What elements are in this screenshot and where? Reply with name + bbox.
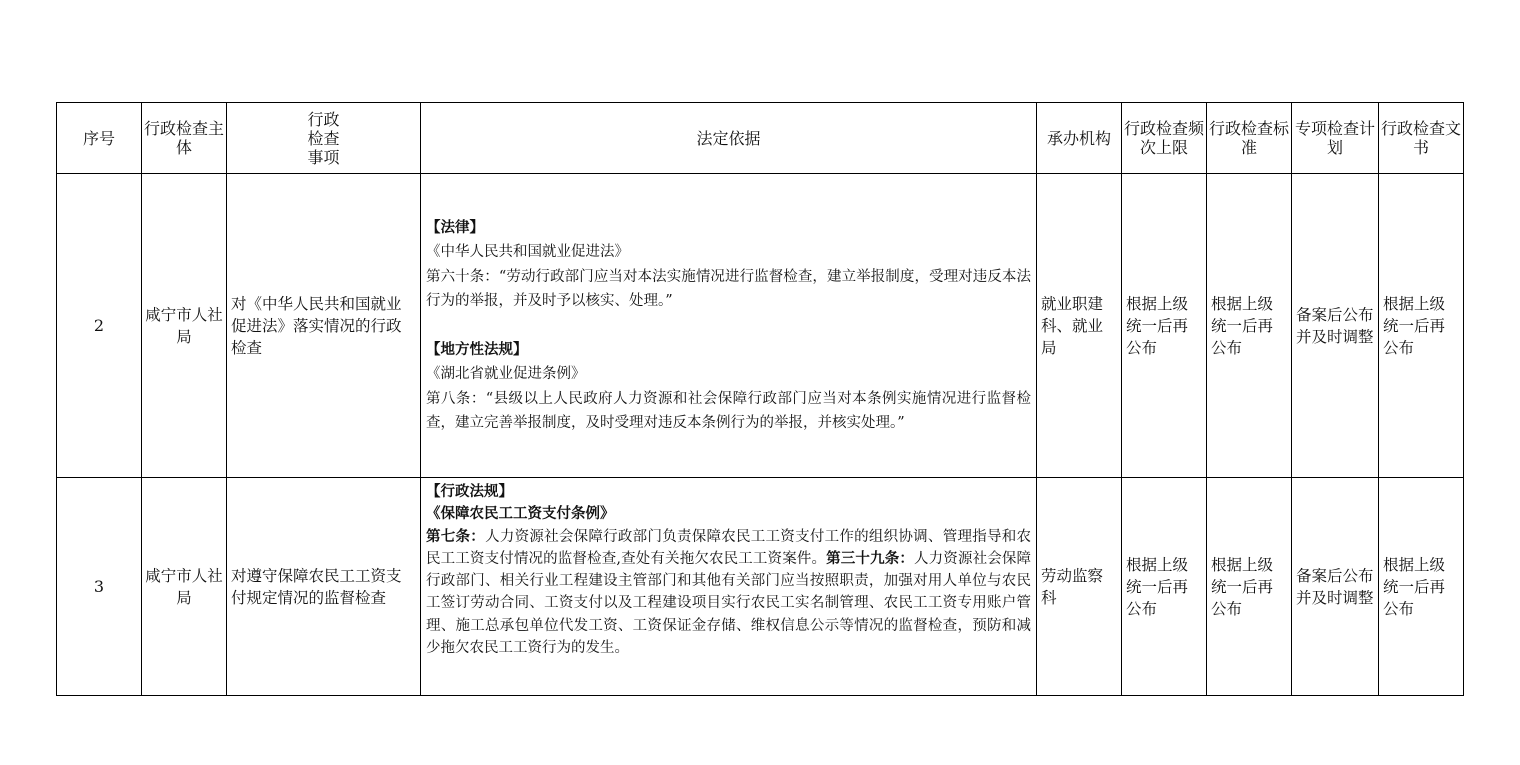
article-39-label: 第三十九条： xyxy=(826,549,915,567)
cell-plan: 备案后公布并及时调整 xyxy=(1292,478,1379,696)
header-plan: 专项检查计划 xyxy=(1292,103,1379,174)
cell-basis xyxy=(421,174,1037,478)
header-subject: 行政检查主体 xyxy=(142,103,227,174)
cell-item: 对《中华人民共和国就业促进法》落实情况的行政检查 xyxy=(227,174,421,478)
cell-docs: 根据上级统一后再公布 xyxy=(1379,478,1464,696)
cell-docs: 根据上级统一后再公布 xyxy=(1379,174,1464,478)
cell-freq: 根据上级统一后再公布 xyxy=(1122,174,1207,478)
basis-articles xyxy=(426,526,1031,660)
header-freq: 行政检查频次上限 xyxy=(1122,103,1207,174)
cell-standard: 根据上级统一后再公布 xyxy=(1207,174,1292,478)
cell-org: 就业职建科、就业局 xyxy=(1037,174,1122,478)
basis-reg-name: 《保障农民工工资支付条例》 xyxy=(426,505,615,523)
cell-freq: 根据上级统一后再公布 xyxy=(1122,478,1207,696)
cell-serial: 3 xyxy=(57,478,142,696)
header-item-line2: 检查 xyxy=(307,128,340,148)
header-org: 承办机构 xyxy=(1037,103,1122,174)
cell-org: 劳动监察科 xyxy=(1037,478,1122,696)
header-row xyxy=(57,103,1464,174)
header-item xyxy=(227,103,421,174)
cell-subject: 咸宁市人社局 xyxy=(142,478,227,696)
table-row xyxy=(57,174,1464,478)
cell-item: 对遵守保障农民工工资支付规定情况的监督检查 xyxy=(227,478,421,696)
article-7-label: 第七条： xyxy=(426,527,486,545)
header-item-line3: 事项 xyxy=(307,147,340,167)
header-standard: 行政检查标准 xyxy=(1207,103,1292,174)
cell-subject: 咸宁市人社局 xyxy=(142,174,227,478)
header-basis: 法定依据 xyxy=(421,103,1037,174)
basis-local-title: 【地方性法规】 xyxy=(426,340,528,358)
cell-plan: 备案后公布并及时调整 xyxy=(1292,174,1379,478)
article-7-text: 人力资源社会保障行政部门负责保障农民工工资支付工作的组织协调、管理指导和农民工工资支付情况的监督检查,查处有关拖欠农民工工资案件。 xyxy=(426,528,1032,567)
table-row xyxy=(57,478,1464,696)
cell-standard: 根据上级统一后再公布 xyxy=(1207,478,1292,696)
inspection-table xyxy=(56,102,1464,696)
header-docs: 行政检查文书 xyxy=(1379,103,1464,174)
basis-law-text: 第六十条：“劳动行政部门应当对本法实施情况进行监督检查，建立举报制度，受理对违反本法行为的举报，并及时予以核实、处理。” xyxy=(426,268,1031,309)
cell-basis xyxy=(421,478,1037,696)
basis-spacer xyxy=(426,314,1031,338)
header-item-line1: 行政 xyxy=(307,109,340,129)
basis-law-title: 【法律】 xyxy=(426,218,484,236)
basis-reg-title: 【行政法规】 xyxy=(426,483,513,500)
basis-local-name: 《湖北省就业促进条例》 xyxy=(426,366,586,382)
article-39-text: 人力资源社会保障行政部门、相关行业工程建设主管部门和其他有关部门应当按照职责，加强对用人单位与农民工签订劳动合同、工资支付以及工程建设项目实行农民工实名制管理、农民工工资专用账户管理、施工总承包单位代发工资、工资保证金存储、维权信息公示等情况的监督检查，预防和减少拖欠农民工工资行为的发生。 xyxy=(426,550,1032,657)
basis-law-name: 《中华人民共和国就业促进法》 xyxy=(426,244,629,260)
basis-local-text: 第八条：“县级以上人民政府人力资源和社会保障行政部门应当对本条例实施情况进行监督检查，建立完善举报制度，及时受理对违反本条例行为的举报，并核实处理。” xyxy=(426,390,1031,431)
cell-serial: 2 xyxy=(57,174,142,478)
header-serial: 序号 xyxy=(57,103,142,174)
